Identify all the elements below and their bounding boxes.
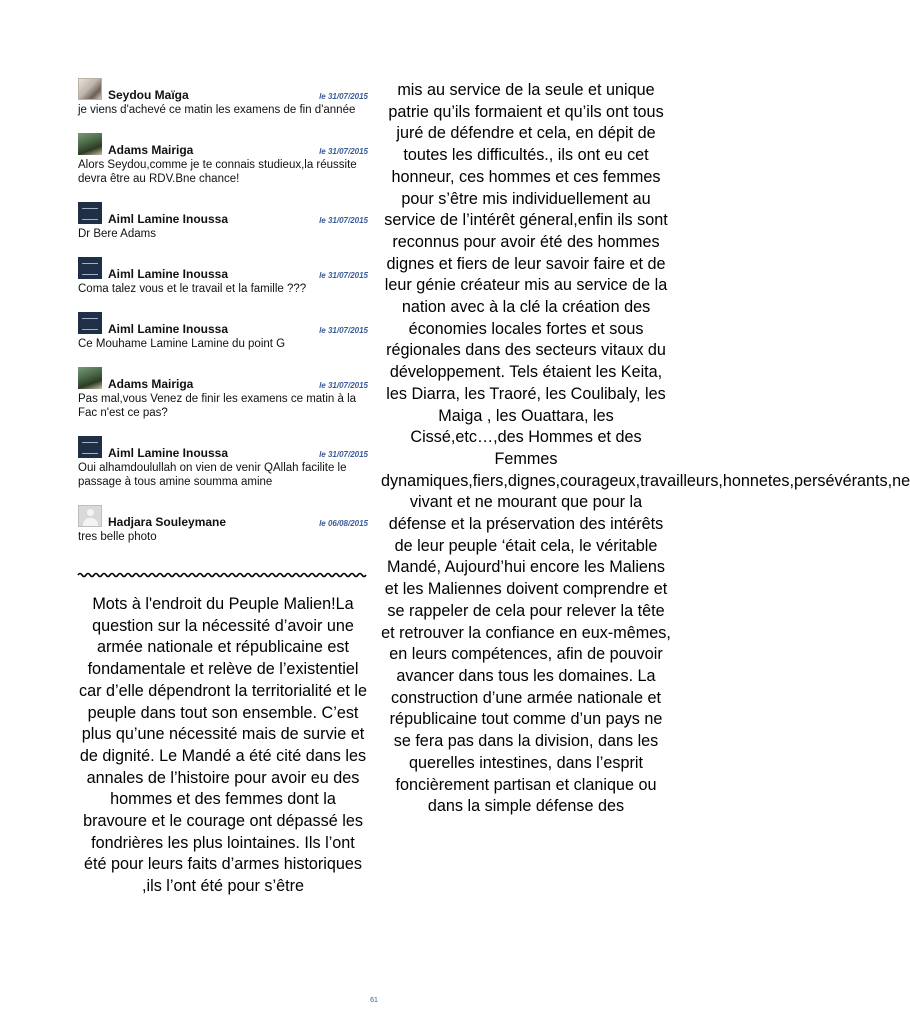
comment-date: le 31/07/2015 bbox=[319, 381, 368, 390]
comment-header bbox=[78, 131, 368, 156]
comment-item bbox=[78, 255, 368, 310]
comment-text: Coma talez vous et le travail et la famille ??? bbox=[78, 283, 307, 295]
comment-date: le 31/07/2015 bbox=[319, 216, 368, 225]
comment-item bbox=[78, 131, 368, 200]
comment-date: le 31/07/2015 bbox=[319, 450, 368, 459]
comment-text: Dr Bere Adams bbox=[78, 228, 156, 240]
comment-item bbox=[78, 365, 368, 434]
comment-date: le 31/07/2015 bbox=[319, 271, 368, 280]
comment-author: Aiml Lamine Inoussa bbox=[108, 322, 229, 336]
avatar bbox=[78, 436, 102, 458]
page-number: 61 bbox=[370, 997, 378, 1004]
avatar bbox=[78, 367, 102, 389]
avatar bbox=[78, 78, 102, 100]
comment-header bbox=[78, 503, 368, 528]
comment-item bbox=[78, 503, 368, 558]
comment-text: Alors Seydou,comme je te connais studieux,la réussite devra être au RDV.Bne chance! bbox=[78, 159, 357, 185]
comment-date: le 31/07/2015 bbox=[319, 147, 368, 156]
comment-text: Pas mal,vous Venez de finir les examens ce matin à la Fac n'est ce pas? bbox=[78, 393, 357, 419]
comment-date: le 06/08/2015 bbox=[319, 519, 368, 528]
comment-text: je viens d'achevé ce matin les examens de fin d'année bbox=[78, 104, 356, 116]
comment-author: Adams Mairiga bbox=[108, 143, 194, 157]
comment-author: Seydou Maïga bbox=[108, 88, 189, 102]
comment-header bbox=[78, 200, 368, 225]
article-text-right-column: mis au service de la seule et unique patrie qu’ils formaient et qu’ils ont tous juré de défendre et cela, en dépit de toutes les difficultés., ils ont eu cet honneur, ces hommes et ces femmes pour s’être mis individuellement au service de l’intérêt géneral,enfin ils sont reconnus pour avoir été des hommes dignes et fiers de leur savoir faire et de leur génie créateur mis au service de la nation avec à la clé la création des économies locales fortes et sous régionales dans des secteurs vitaux du développement. Tels étaient les Keita, les Diarra, les Traoré, les Coulibaly, les Maiga , les Ouattara, les Cissé,etc…,des Hommes et des Femmes dynamiques,fiers,dignes,courageux,travailleurs,honnetes,persévérants,ne vivant et ne mourant que pour la défense et la préservation des intérêts de leur peuple ‘était cela, le véritable Mandé, Aujourd’hui encore les Maliens et les Maliennes doivent comprendre et se rappeler de cela pour relever la tête et retrouver la confiance en eux-mêmes, en leurs compétences, afin de pouvoir avancer dans tous les domaines. La construction d’une armée nationale et républicaine tout comme d’un pays ne se fera pas dans la division, dans les querelles intestines, dans l’esprit foncièrement partisan et clanique ou dans la simple défense des bbox=[381, 81, 910, 816]
wavy-divider bbox=[78, 571, 364, 579]
avatar bbox=[78, 133, 102, 155]
comment-header bbox=[78, 255, 368, 280]
comment-date: le 31/07/2015 bbox=[319, 92, 368, 101]
comment-header bbox=[78, 76, 368, 101]
comment-header bbox=[78, 434, 368, 459]
article-text-left-column: Mots à l'endroit du Peuple Malien!La question sur la nécessité d’avoir une armée nationale et républicaine est fondamentale et relève de l’existentiel car d’elle dépendront la territorialité et le peuple dans tout son ensemble. C’est plus qu’une nécessité mais de survie et de dignité. Le Mandé a été cité dans les annales de l’histoire pour avoir eu des hommes et des femmes dont la bravoure et le courage ont dépassé les fondrières les plus lointaines. Ils l’ont été pour leurs faits d’armes historiques ,ils l’ont été pour s’être bbox=[79, 595, 367, 896]
comment-item bbox=[78, 76, 368, 131]
comment-author: Aiml Lamine Inoussa bbox=[108, 212, 229, 226]
comments-list bbox=[78, 76, 368, 558]
comment-item bbox=[78, 434, 368, 503]
comment-author: Aiml Lamine Inoussa bbox=[108, 446, 229, 460]
comment-item bbox=[78, 310, 368, 365]
comment-date: le 31/07/2015 bbox=[319, 326, 368, 335]
comment-author: Aiml Lamine Inoussa bbox=[108, 267, 229, 281]
comment-text: Ce Mouhame Lamine Lamine du point G bbox=[78, 338, 286, 350]
avatar bbox=[78, 257, 102, 279]
avatar bbox=[78, 312, 102, 334]
avatar bbox=[78, 505, 102, 527]
comment-header bbox=[78, 310, 368, 335]
avatar bbox=[78, 202, 102, 224]
comment-author: Hadjara Souleymane bbox=[108, 515, 227, 529]
comment-item bbox=[78, 200, 368, 255]
comment-header bbox=[78, 365, 368, 390]
comment-text: tres belle photo bbox=[78, 531, 157, 543]
comment-author: Adams Mairiga bbox=[108, 377, 194, 391]
comment-text: Oui alhamdoulullah on vien de venir QAllah facilite le passage à tous amine soumma amine bbox=[78, 462, 347, 488]
